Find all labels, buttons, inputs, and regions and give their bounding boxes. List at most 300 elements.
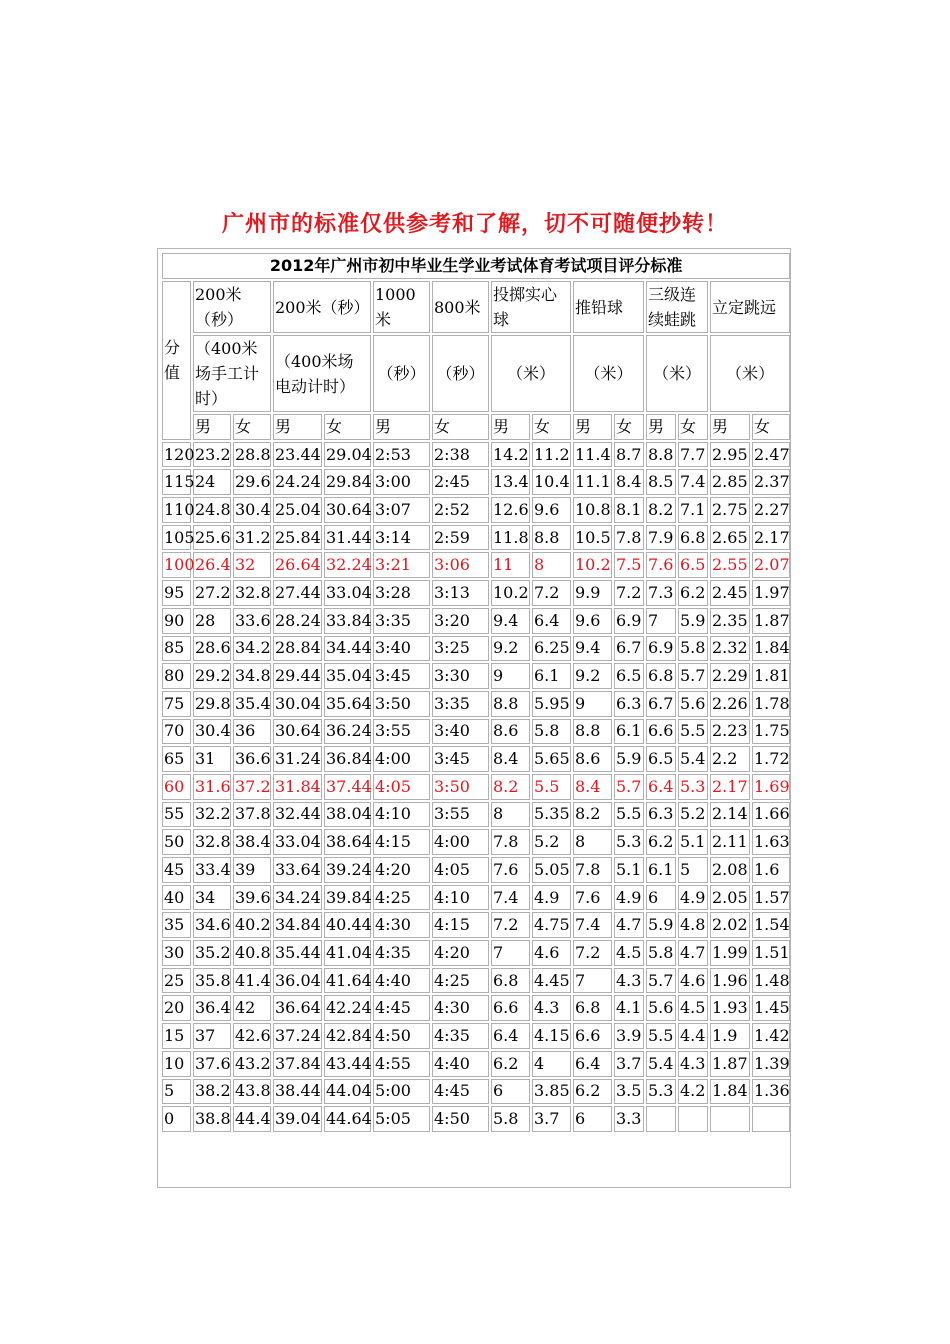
value-cell: 33.84 — [324, 608, 371, 634]
value-cell: 33.6 — [233, 608, 271, 634]
item-header: 200米（秒） — [193, 281, 271, 333]
score-cell: 40 — [162, 885, 191, 911]
value-cell: 28.6 — [193, 636, 231, 662]
value-cell: 41.64 — [324, 968, 371, 994]
score-cell: 25 — [162, 968, 191, 994]
score-cell: 100 — [162, 552, 191, 578]
score-cell: 35 — [162, 912, 191, 938]
value-cell: 30.64 — [324, 497, 371, 523]
value-cell: 6.4 — [491, 1023, 530, 1049]
unit-header: （米） — [646, 335, 708, 412]
value-cell: 35.04 — [324, 663, 371, 689]
value-cell: 36.84 — [324, 746, 371, 772]
value-cell: 41.04 — [324, 940, 371, 966]
value-cell: 12.6 — [491, 497, 530, 523]
value-cell: 1.54 — [752, 912, 790, 938]
value-cell: 6.5 — [614, 663, 644, 689]
value-cell: 7.4 — [491, 885, 530, 911]
value-cell: 4:20 — [432, 940, 489, 966]
table-row — [162, 636, 790, 662]
value-cell: 38.44 — [273, 1079, 322, 1105]
value-cell: 8.5 — [646, 469, 676, 495]
item-header: 推铅球 — [573, 281, 644, 333]
value-cell: 10.8 — [573, 497, 612, 523]
value-cell: 5.8 — [646, 940, 676, 966]
value-cell: 5.3 — [646, 1079, 676, 1105]
table-row — [162, 691, 790, 717]
value-cell: 9.4 — [573, 636, 612, 662]
unit-header: （秒） — [373, 335, 430, 412]
value-cell: 1.93 — [710, 995, 750, 1021]
value-cell: 6.4 — [573, 1051, 612, 1077]
value-cell: 4:00 — [373, 746, 430, 772]
value-cell: 7.1 — [678, 497, 708, 523]
value-cell: 39.6 — [233, 885, 271, 911]
item-header: 200米（秒） — [273, 281, 371, 333]
item-header: 投掷实心球 — [491, 281, 571, 333]
value-cell: 33.64 — [273, 857, 322, 883]
value-cell: 6 — [646, 885, 676, 911]
score-cell: 15 — [162, 1023, 191, 1049]
value-cell: 4.6 — [678, 968, 708, 994]
table-row — [162, 940, 790, 966]
value-cell: 27.2 — [193, 580, 231, 606]
value-cell: 5.5 — [646, 1023, 676, 1049]
value-cell: 3:35 — [432, 691, 489, 717]
value-cell: 9.6 — [573, 608, 612, 634]
value-cell: 34.8 — [233, 663, 271, 689]
score-cell: 45 — [162, 857, 191, 883]
value-cell: 3:13 — [432, 580, 489, 606]
value-cell: 4.9 — [532, 885, 571, 911]
value-cell: 3:06 — [432, 552, 489, 578]
value-cell: 3:14 — [373, 525, 430, 551]
score-cell: 65 — [162, 746, 191, 772]
value-cell: 38.2 — [193, 1079, 231, 1105]
value-cell: 10.4 — [532, 469, 571, 495]
value-cell: 2.29 — [710, 663, 750, 689]
value-cell: 5.1 — [678, 829, 708, 855]
value-cell: 2:59 — [432, 525, 489, 551]
value-cell: 3:30 — [432, 663, 489, 689]
table-row — [162, 719, 790, 745]
value-cell: 43.8 — [233, 1079, 271, 1105]
value-cell: 6.2 — [646, 829, 676, 855]
score-cell: 110 — [162, 497, 191, 523]
value-cell: 2.17 — [752, 525, 790, 551]
value-cell: 34.6 — [193, 912, 231, 938]
value-cell: 4.3 — [532, 995, 571, 1021]
value-cell: 42.6 — [233, 1023, 271, 1049]
value-cell: 27.44 — [273, 580, 322, 606]
value-cell: 8 — [532, 552, 571, 578]
gender-header: 女 — [532, 414, 571, 440]
value-cell: 6.2 — [573, 1079, 612, 1105]
value-cell: 24 — [193, 469, 231, 495]
gender-header: 女 — [614, 414, 644, 440]
value-cell: 7.6 — [491, 857, 530, 883]
value-cell: 10.5 — [573, 525, 612, 551]
value-cell: 35.64 — [324, 691, 371, 717]
value-cell: 5:00 — [373, 1079, 430, 1105]
unit-header: （米） — [573, 335, 644, 412]
value-cell: 40.8 — [233, 940, 271, 966]
value-cell: 5.7 — [646, 968, 676, 994]
value-cell: 29.2 — [193, 663, 231, 689]
score-cell: 80 — [162, 663, 191, 689]
value-cell: 25.84 — [273, 525, 322, 551]
value-cell: 8.2 — [573, 802, 612, 828]
value-cell: 6.1 — [532, 663, 571, 689]
value-cell: 6.8 — [573, 995, 612, 1021]
score-cell: 5 — [162, 1079, 191, 1105]
value-cell: 4:40 — [432, 1051, 489, 1077]
value-cell: 4.3 — [678, 1051, 708, 1077]
value-cell: 31 — [193, 746, 231, 772]
value-cell: 5.35 — [532, 802, 571, 828]
value-cell: 5.1 — [614, 857, 644, 883]
value-cell: 32.2 — [193, 802, 231, 828]
value-cell: 3.5 — [614, 1079, 644, 1105]
value-cell: 7.2 — [614, 580, 644, 606]
value-cell: 4.2 — [678, 1079, 708, 1105]
gender-header: 女 — [752, 414, 790, 440]
value-cell: 3.9 — [614, 1023, 644, 1049]
value-cell: 3:45 — [373, 663, 430, 689]
score-cell: 10 — [162, 1051, 191, 1077]
value-cell: 7.4 — [678, 469, 708, 495]
value-cell: 1.45 — [752, 995, 790, 1021]
value-cell: 1.87 — [752, 608, 790, 634]
value-cell: 11.2 — [532, 442, 571, 468]
value-cell: 7.3 — [646, 580, 676, 606]
value-cell: 4.7 — [678, 940, 708, 966]
value-cell: 6.9 — [646, 636, 676, 662]
value-cell: 4:15 — [373, 829, 430, 855]
value-cell: 6.6 — [646, 719, 676, 745]
value-cell: 2.02 — [710, 912, 750, 938]
value-cell: 25.6 — [193, 525, 231, 551]
value-cell: 29.44 — [273, 663, 322, 689]
value-cell: 5.8 — [678, 636, 708, 662]
value-cell: 44.64 — [324, 1106, 371, 1132]
value-cell: 2.17 — [710, 774, 750, 800]
value-cell: 8.6 — [573, 746, 612, 772]
value-cell: 8.8 — [646, 442, 676, 468]
value-cell: 2.65 — [710, 525, 750, 551]
table-row — [162, 746, 790, 772]
value-cell: 5.05 — [532, 857, 571, 883]
table-row — [162, 442, 790, 468]
value-cell: 4.3 — [614, 968, 644, 994]
unit-header: （400米场电动计时） — [273, 335, 371, 412]
item-header: 1000米 — [373, 281, 430, 333]
value-cell: 7 — [491, 940, 530, 966]
value-cell: 2.23 — [710, 719, 750, 745]
value-cell: 35.4 — [233, 691, 271, 717]
unit-header: （米） — [710, 335, 790, 412]
value-cell: 39.24 — [324, 857, 371, 883]
gender-header: 男 — [193, 414, 231, 440]
value-cell: 43.2 — [233, 1051, 271, 1077]
value-cell: 4:40 — [373, 968, 430, 994]
value-cell: 37.44 — [324, 774, 371, 800]
value-cell: 35.2 — [193, 940, 231, 966]
value-cell: 1.66 — [752, 802, 790, 828]
gender-header: 男 — [646, 414, 676, 440]
value-cell: 30.64 — [273, 719, 322, 745]
value-cell: 8.4 — [491, 746, 530, 772]
value-cell: 6.3 — [614, 691, 644, 717]
value-cell: 4.8 — [678, 912, 708, 938]
value-cell: 6.3 — [646, 802, 676, 828]
value-cell: 1.39 — [752, 1051, 790, 1077]
value-cell: 2:53 — [373, 442, 430, 468]
item-header: 三级连续蛙跳 — [646, 281, 708, 333]
value-cell: 5.2 — [678, 802, 708, 828]
value-cell: 34 — [193, 885, 231, 911]
unit-header: （米） — [491, 335, 571, 412]
value-cell: 1.87 — [710, 1051, 750, 1077]
value-cell: 6.5 — [646, 746, 676, 772]
value-cell: 31.6 — [193, 774, 231, 800]
value-cell: 4:50 — [432, 1106, 489, 1132]
value-cell: 3:20 — [432, 608, 489, 634]
table-row — [162, 1023, 790, 1049]
gender-header: 男 — [273, 414, 322, 440]
table-row — [162, 995, 790, 1021]
value-cell: 38.04 — [324, 802, 371, 828]
value-cell: 2.35 — [710, 608, 750, 634]
value-cell: 36.64 — [273, 995, 322, 1021]
value-cell: 6.7 — [614, 636, 644, 662]
value-cell: 1.48 — [752, 968, 790, 994]
value-cell: 28.84 — [273, 636, 322, 662]
value-cell: 7.7 — [678, 442, 708, 468]
notice-heading: 广州市的标准仅供参考和了解，切不可随便抄转！ — [221, 211, 728, 237]
table-row — [162, 1106, 790, 1132]
value-cell: 10.2 — [491, 580, 530, 606]
value-cell: 37.84 — [273, 1051, 322, 1077]
value-cell: 30.4 — [233, 497, 271, 523]
value-cell: 35.8 — [193, 968, 231, 994]
score-cell: 20 — [162, 995, 191, 1021]
value-cell: 3:35 — [373, 608, 430, 634]
value-cell: 4.5 — [678, 995, 708, 1021]
table-row — [162, 608, 790, 634]
value-cell: 9 — [573, 691, 612, 717]
value-cell: 2.14 — [710, 802, 750, 828]
score-header: 分值 — [162, 281, 191, 440]
table-row — [162, 774, 790, 800]
value-cell: 35.44 — [273, 940, 322, 966]
value-cell: 38.64 — [324, 829, 371, 855]
value-cell: 33.4 — [193, 857, 231, 883]
unit-header: （400米场手工计时） — [193, 335, 271, 412]
value-cell: 38.4 — [233, 829, 271, 855]
value-cell: 24.8 — [193, 497, 231, 523]
value-cell: 4:20 — [373, 857, 430, 883]
value-cell: 1.96 — [710, 968, 750, 994]
value-cell: 36.6 — [233, 746, 271, 772]
value-cell: 6.25 — [532, 636, 571, 662]
value-cell: 4:15 — [432, 912, 489, 938]
value-cell: 9 — [491, 663, 530, 689]
value-cell: 3:40 — [373, 636, 430, 662]
value-cell: 34.2 — [233, 636, 271, 662]
value-cell: 5.9 — [678, 608, 708, 634]
value-cell: 2.45 — [710, 580, 750, 606]
value-cell: 5.2 — [532, 829, 571, 855]
value-cell: 7.8 — [573, 857, 612, 883]
gender-header: 女 — [233, 414, 271, 440]
value-cell: 32.24 — [324, 552, 371, 578]
value-cell: 4.7 — [614, 912, 644, 938]
value-cell: 4:25 — [432, 968, 489, 994]
value-cell: 40.2 — [233, 912, 271, 938]
value-cell: 8.4 — [573, 774, 612, 800]
table-row — [162, 829, 790, 855]
value-cell — [752, 1106, 790, 1132]
value-cell: 32.44 — [273, 802, 322, 828]
value-cell: 7.8 — [614, 525, 644, 551]
value-cell: 8.8 — [573, 719, 612, 745]
score-table — [160, 251, 792, 1134]
value-cell: 3:00 — [373, 469, 430, 495]
value-cell: 9.2 — [573, 663, 612, 689]
table-title: 2012年广州市初中毕业生学业考试体育考试项目评分标准 — [162, 253, 790, 279]
value-cell: 24.24 — [273, 469, 322, 495]
value-cell: 4:45 — [373, 995, 430, 1021]
value-cell: 4.75 — [532, 912, 571, 938]
value-cell: 28.8 — [233, 442, 271, 468]
gender-header: 男 — [491, 414, 530, 440]
value-cell: 4:10 — [373, 802, 430, 828]
value-cell: 3:55 — [373, 719, 430, 745]
value-cell: 7.2 — [491, 912, 530, 938]
value-cell: 3.7 — [614, 1051, 644, 1077]
value-cell: 39.04 — [273, 1106, 322, 1132]
value-cell: 4:50 — [373, 1023, 430, 1049]
value-cell: 7 — [646, 608, 676, 634]
value-cell: 42.24 — [324, 995, 371, 1021]
value-cell: 5.6 — [646, 995, 676, 1021]
value-cell: 9.9 — [573, 580, 612, 606]
table-row — [162, 580, 790, 606]
score-cell: 70 — [162, 719, 191, 745]
table-row — [162, 857, 790, 883]
value-cell: 37.8 — [233, 802, 271, 828]
table-row — [162, 885, 790, 911]
value-cell: 25.04 — [273, 497, 322, 523]
value-cell: 33.04 — [324, 580, 371, 606]
value-cell: 4:25 — [373, 885, 430, 911]
value-cell: 5:05 — [373, 1106, 430, 1132]
value-cell: 5.3 — [614, 829, 644, 855]
value-cell: 3:07 — [373, 497, 430, 523]
table-row — [162, 968, 790, 994]
value-cell: 8.2 — [491, 774, 530, 800]
value-cell: 8.8 — [532, 525, 571, 551]
value-cell: 4:45 — [432, 1079, 489, 1105]
value-cell: 2.37 — [752, 469, 790, 495]
value-cell: 4.45 — [532, 968, 571, 994]
gender-header: 女 — [678, 414, 708, 440]
value-cell: 9.4 — [491, 608, 530, 634]
value-cell: 1.78 — [752, 691, 790, 717]
value-cell: 2.47 — [752, 442, 790, 468]
value-cell: 6.6 — [573, 1023, 612, 1049]
value-cell: 6.7 — [646, 691, 676, 717]
table-row — [162, 802, 790, 828]
value-cell: 1.63 — [752, 829, 790, 855]
value-cell: 32.8 — [193, 829, 231, 855]
value-cell: 1.42 — [752, 1023, 790, 1049]
value-cell: 29.04 — [324, 442, 371, 468]
value-cell: 29.8 — [193, 691, 231, 717]
value-cell: 3.85 — [532, 1079, 571, 1105]
value-cell: 5.4 — [646, 1051, 676, 1077]
score-cell: 0 — [162, 1106, 191, 1132]
value-cell: 8.7 — [614, 442, 644, 468]
score-cell: 90 — [162, 608, 191, 634]
item-header: 立定跳远 — [710, 281, 790, 333]
value-cell: 37 — [193, 1023, 231, 1049]
value-cell: 4:55 — [373, 1051, 430, 1077]
value-cell: 37.2 — [233, 774, 271, 800]
value-cell: 11.1 — [573, 469, 612, 495]
value-cell: 2.95 — [710, 442, 750, 468]
value-cell: 8.6 — [491, 719, 530, 745]
value-cell: 14.2 — [491, 442, 530, 468]
value-cell: 3:25 — [432, 636, 489, 662]
value-cell: 4:30 — [432, 995, 489, 1021]
value-cell: 5.8 — [532, 719, 571, 745]
value-cell — [710, 1106, 750, 1132]
unit-header: （秒） — [432, 335, 489, 412]
gender-header: 女 — [324, 414, 371, 440]
value-cell: 7.5 — [614, 552, 644, 578]
value-cell: 1.36 — [752, 1079, 790, 1105]
table-row — [162, 497, 790, 523]
gender-header: 男 — [710, 414, 750, 440]
value-cell: 1.84 — [710, 1079, 750, 1105]
value-cell: 13.4 — [491, 469, 530, 495]
value-cell: 4:35 — [373, 940, 430, 966]
value-cell: 2.05 — [710, 885, 750, 911]
value-cell: 5.3 — [678, 774, 708, 800]
value-cell: 4:00 — [432, 829, 489, 855]
value-cell: 3.7 — [532, 1106, 571, 1132]
value-cell: 42.84 — [324, 1023, 371, 1049]
value-cell: 6.8 — [646, 663, 676, 689]
value-cell: 5.4 — [678, 746, 708, 772]
score-cell: 85 — [162, 636, 191, 662]
value-cell: 2:38 — [432, 442, 489, 468]
value-cell: 31.84 — [273, 774, 322, 800]
value-cell: 6.1 — [646, 857, 676, 883]
value-cell: 8.1 — [614, 497, 644, 523]
value-cell: 5.9 — [646, 912, 676, 938]
score-cell: 120 — [162, 442, 191, 468]
gender-header: 女 — [432, 414, 489, 440]
value-cell: 7.6 — [646, 552, 676, 578]
value-cell: 7.8 — [491, 829, 530, 855]
value-cell: 34.44 — [324, 636, 371, 662]
value-cell: 4.5 — [614, 940, 644, 966]
value-cell: 3:21 — [373, 552, 430, 578]
value-cell: 6.4 — [646, 774, 676, 800]
